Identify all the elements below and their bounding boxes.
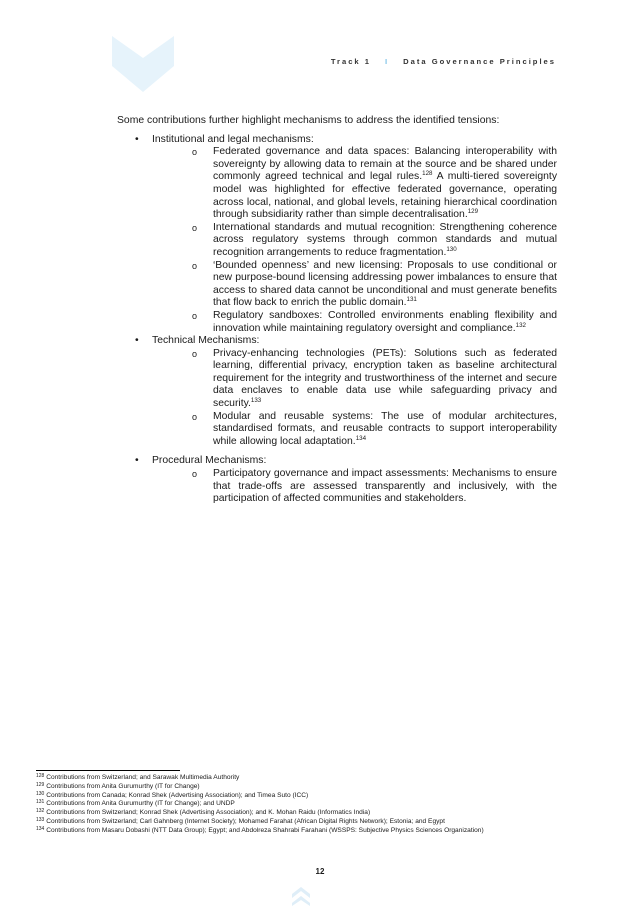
header-title: Data Governance Principles xyxy=(403,57,556,66)
footnote-ref: 132 xyxy=(515,321,526,329)
footnote-text: Contributions from Canada; Konrad Shek (Advertising Association); and Timea Suto (ICC) xyxy=(46,791,309,799)
sub-item xyxy=(192,348,557,411)
sub-item-text: International standards and mutual recognition: Strengthening coherence across regulatory systems through common standards and mutual recognition arrangements to reduce fragmentation. xyxy=(213,221,557,258)
footnote-divider xyxy=(36,770,180,771)
footnote xyxy=(36,818,596,827)
sub-bullet-icon: o xyxy=(192,411,198,422)
footnote xyxy=(36,827,596,836)
sub-item-list xyxy=(152,348,557,449)
footnote-number: 128 xyxy=(36,773,45,779)
footnote-number: 131 xyxy=(36,799,45,806)
footnote-number: 130 xyxy=(36,790,45,797)
footnote xyxy=(36,783,596,792)
sub-item-text: Participatory governance and impact assessments: Mechanisms to ensure that trade-offs are assessed transparently and inclusively, with the participation of affected communities and stakeholders. xyxy=(213,468,557,505)
main-content xyxy=(117,115,557,506)
sub-item xyxy=(192,411,557,449)
section-item xyxy=(117,335,557,448)
mechanism-list xyxy=(117,134,557,506)
sub-bullet-icon: o xyxy=(192,348,198,359)
bullet-icon: • xyxy=(135,133,139,145)
section-label: Procedural Mechanisms: xyxy=(152,455,267,467)
footnote-text: Contributions from Switzerland; Carl Gahnberg (Internet Society); Mohamed Farahat (African Digital Rights Network); Estonia; and Egypt xyxy=(46,817,445,825)
footnote-text: Contributions from Masaru Dobashi (NTT Data Group); Egypt; and Abdolreza Shahrabi Farahani (WSSPS: Subjective Physics Sciences Organization) xyxy=(46,826,484,834)
sub-bullet-icon: o xyxy=(192,222,198,233)
footnote-number: 133 xyxy=(36,816,45,823)
footnote-text: Contributions from Switzerland; and Sarawak Multimedia Authority xyxy=(46,774,240,781)
page-number: 12 xyxy=(315,867,325,876)
footnote-ref: 133 xyxy=(250,397,262,405)
footnote-ref: 134 xyxy=(355,434,367,442)
sub-bullet-icon: o xyxy=(192,310,198,321)
bullet-icon: • xyxy=(135,455,139,467)
sub-item xyxy=(192,146,557,222)
section-item xyxy=(117,134,557,336)
section-label: Technical Mechanisms: xyxy=(152,335,260,347)
sub-bullet-icon: o xyxy=(192,469,198,480)
footnotes xyxy=(36,774,596,835)
page-header xyxy=(331,57,556,66)
footnote-number: 129 xyxy=(36,781,45,788)
sub-item-text: Federated governance and data spaces: Balancing interoperability with sovereignty by allowing data to remain at the source and be shared under commonly agreed technical and legal rules. xyxy=(213,146,557,183)
footnote-ref: 131 xyxy=(406,296,417,304)
bullet-icon: • xyxy=(135,335,139,347)
footnote-text: Contributions from Anita Gurumurthy (IT for Change) xyxy=(46,782,200,790)
section-item xyxy=(117,455,557,505)
sub-item-text: Privacy-enhancing technologies (PETs): Solutions such as federated learning, differential privacy, encryption taken as baseline architectural requirement for the integrity and trustworthiness of the internet and secure data enclaves to enable data use while safeguarding privacy and security. xyxy=(213,347,557,410)
footnote-ref: 129 xyxy=(467,208,479,216)
sub-item-list xyxy=(152,468,557,506)
sub-item xyxy=(192,222,557,260)
footnote xyxy=(36,800,596,809)
footnote-text: Contributions from Anita Gurumurthy (IT for Change); and UNDP xyxy=(46,800,235,808)
sub-item xyxy=(192,468,557,506)
sub-item-text: ‘Bounded openness’ and new licensing: Proposals to use conditional or new purpose-bound licensing addressing power imbalances to ensure that access to shared data cannot be unconditional and must generate benefits that flow back to enrich the public domain. xyxy=(213,259,557,309)
footnote xyxy=(36,792,596,801)
footnote-text: Contributions from Switzerland; Konrad Shek (Advertising Association); and K. Mohan Raidu (Informatics India) xyxy=(46,809,371,816)
sub-item-text: A multi-tiered sovereignty model was highlighted for effective federated governance, operating across local, national, and global levels, retaining hierarchical coordination through subsidiarity rather than simple decentralisation. xyxy=(213,171,558,221)
sub-item-text: Modular and reusable systems: The use of modular architectures, standardised formats, and reusable contracts to support interoperability while allowing local adaptation. xyxy=(213,410,557,447)
sub-item xyxy=(192,310,557,335)
double-chevron-up-icon xyxy=(292,884,310,906)
sub-item-text: Regulatory sandboxes: Controlled environments enabling flexibility and innovation while maintaining regulatory oversight and compliance. xyxy=(213,309,557,334)
footnote-ref: 128 xyxy=(422,170,433,178)
footnote-number: 132 xyxy=(36,808,45,814)
sub-item-list xyxy=(152,146,557,335)
sub-bullet-icon: o xyxy=(192,147,198,158)
footnote-number: 134 xyxy=(36,825,45,832)
chevron-logo-icon xyxy=(112,36,174,92)
header-track: Track 1 xyxy=(330,57,371,66)
footnote xyxy=(36,809,596,818)
section-label: Institutional and legal mechanisms: xyxy=(152,133,314,145)
footnote-ref: 130 xyxy=(446,245,457,253)
sub-item xyxy=(192,260,557,310)
intro-paragraph: Some contributions further highlight mechanisms to address the identified tensions: xyxy=(117,115,500,126)
sub-bullet-icon: o xyxy=(192,260,198,271)
footnote xyxy=(36,774,596,783)
header-separator: I xyxy=(385,57,390,66)
